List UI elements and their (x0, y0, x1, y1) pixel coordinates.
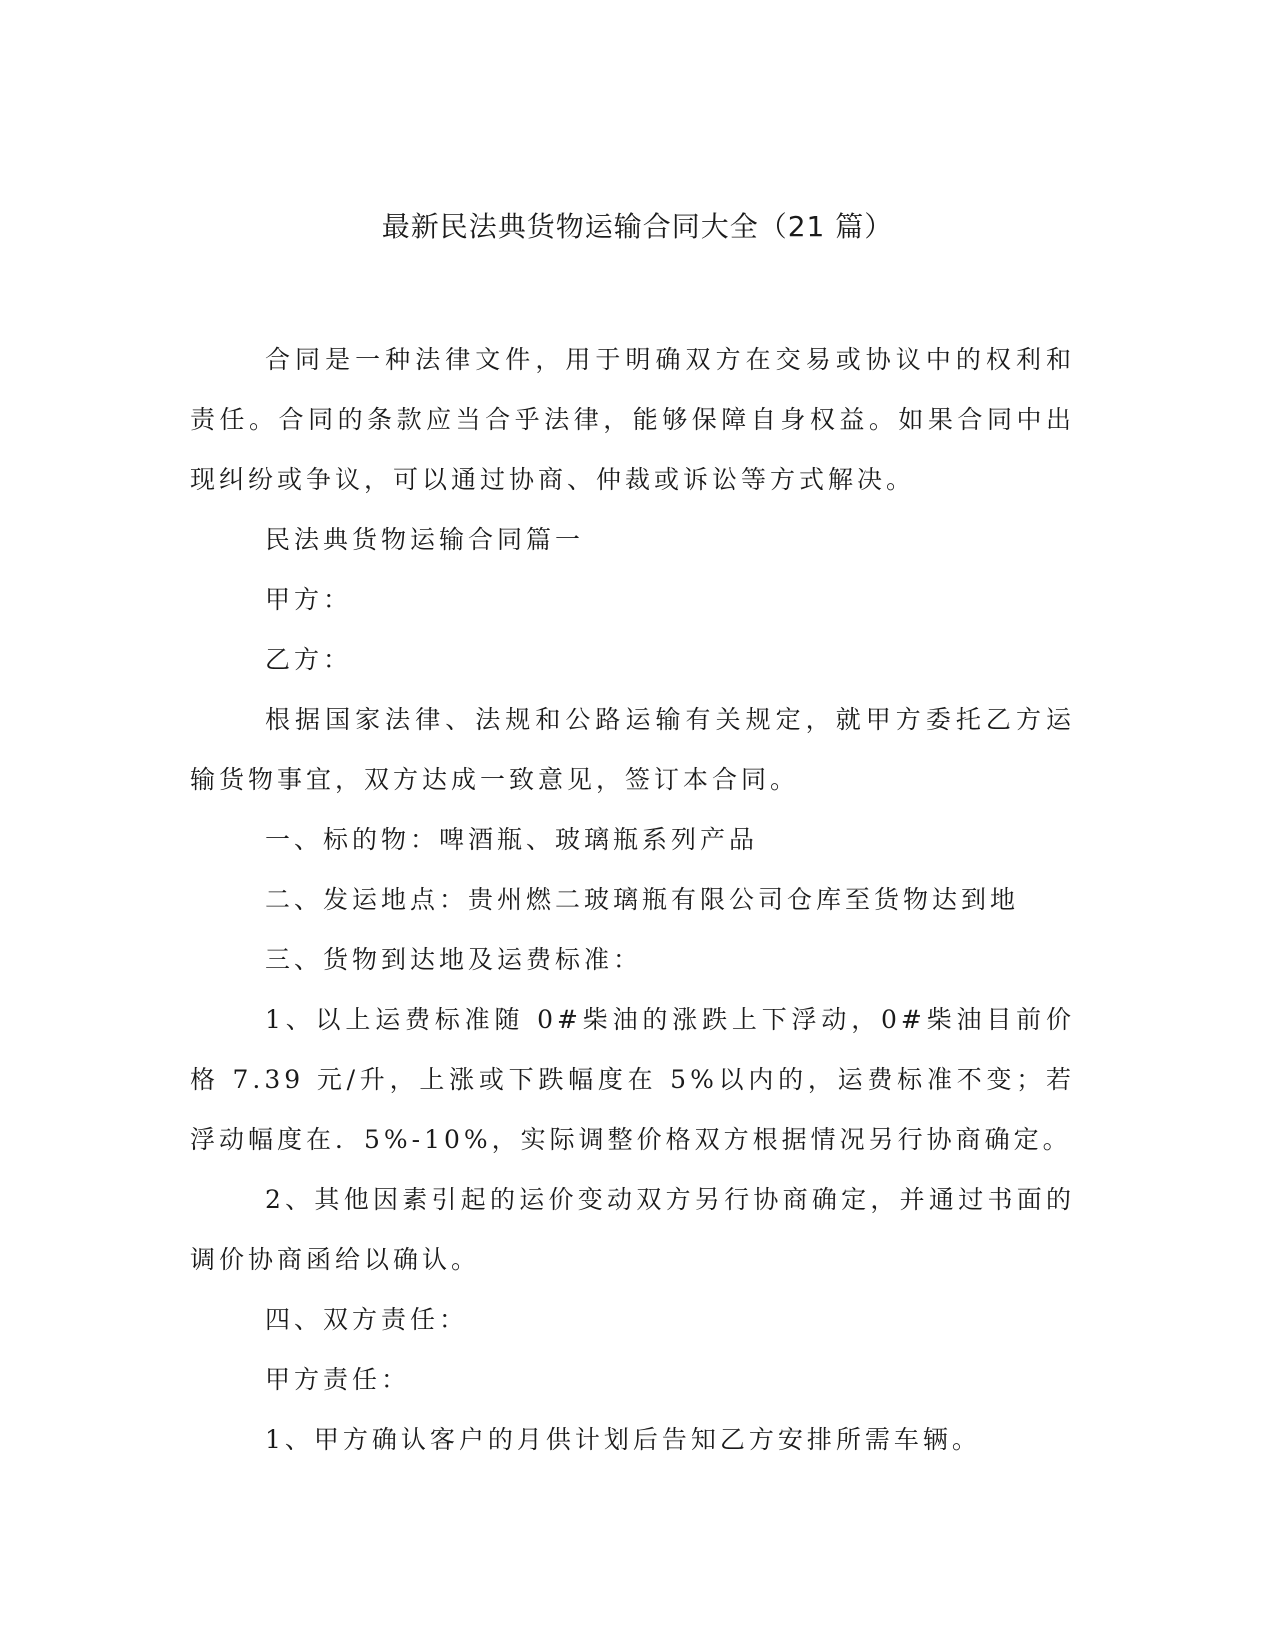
document-title: 最新民法典货物运输合同大全（21 篇） (381, 210, 894, 243)
clause-destination-and-rates: 三、货物到达地及运费标准： (265, 945, 643, 974)
party-a-responsibilities-heading: 甲方责任： (265, 1365, 411, 1394)
clause-shipping-location: 二、发运地点：贵州燃二玻璃瓶有限公司仓库至货物达到地 (265, 885, 1020, 914)
party-a-responsibility-1: 1、甲方确认客户的月供计划后告知乙方安排所需车辆。 (265, 1425, 981, 1454)
party-b-line: 乙方： (265, 645, 353, 674)
party-a-line: 甲方： (265, 585, 353, 614)
clause-subject-matter: 一、标的物：啤酒瓶、玻璃瓶系列产品 (265, 825, 759, 854)
paragraph-preamble: 根据国家法律、法规和公路运输有关规定，就甲方委托乙方运输货物事宜，双方达成一致意见，签订本合同。 (190, 705, 1075, 794)
clause-responsibilities: 四、双方责任： (265, 1305, 469, 1334)
subclause-fuel-price: 1、以上运费标准随 0#柴油的涨跌上下浮动，0#柴油目前价格 7.39 元/升，上涨或下跌幅度在 5%以内的，运费标准不变；若浮动幅度在．5%-10%，实际调整价格双方根据情况另行协商确定。 (190, 1005, 1075, 1154)
subclause-other-factors: 2、其他因素引起的运价变动双方另行协商确定，并通过书面的调价协商函给以确认。 (190, 1185, 1075, 1274)
section-heading-part-one: 民法典货物运输合同篇一 (265, 525, 585, 554)
paragraph-intro: 合同是一种法律文件，用于明确双方在交易或协议中的权利和责任。合同的条款应当合乎法律，能够保障自身权益。如果合同中出现纠纷或争议，可以通过协商、仲裁或诉讼等方式解决。 (190, 345, 1075, 494)
document-body (190, 330, 1075, 1470)
